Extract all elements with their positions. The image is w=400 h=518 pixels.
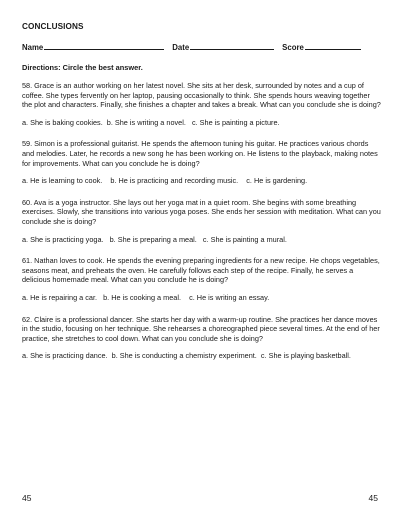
- answer-options[interactable]: a. He is learning to cook. b. He is practicing and recording music. c. He is gardening.: [22, 176, 308, 186]
- answer-options[interactable]: a. She is practicing yoga. b. She is preparing a meal. c. She is painting a mural.: [22, 234, 287, 244]
- score-blank[interactable]: [305, 42, 361, 50]
- question-59: [22, 139, 382, 185]
- worksheet-page: [22, 22, 382, 373]
- date-blank[interactable]: [190, 42, 274, 50]
- question-62: [22, 315, 382, 361]
- answer-options[interactable]: a. She is baking cookies. b. She is writing a novel. c. She is painting a picture.: [22, 117, 280, 127]
- question-61: [22, 256, 382, 302]
- name-blank[interactable]: [44, 42, 164, 50]
- question-text: 59. Simon is a professional guitarist. He spends the afternoon tuning his guitar. He practices various chords and melodies. Later, he records a new song he has been working on. He listens to the playback, making notes for improvements. What can you conclude he is doing?: [22, 139, 378, 168]
- date-label: Date: [172, 43, 190, 52]
- directions: Directions: Circle the best answer.: [22, 63, 143, 72]
- question-text: 58. Grace is an author working on her latest novel. She sits at her desk, surrounded by notes and a cup of coffee. She types fervently on her laptop, pausing occasionally to think. She spends hours weaving together the plot and characters. Finally, she finishes a chapter and takes a break. What can you conclude she is doing?: [22, 81, 381, 110]
- question-text: 60. Ava is a yoga instructor. She lays out her yoga mat in a quiet room. She begins with some breathing exercises. Slowly, she transitions into various yoga poses. She ends her session with meditation. What can you conclude she is doing?: [22, 197, 381, 226]
- answer-options[interactable]: a. He is repairing a car. b. He is cooking a meal. c. He is writing an essay.: [22, 292, 270, 302]
- answer-options[interactable]: a. She is practicing dance. b. She is conducting a chemistry experiment. c. She is playing basketball.: [22, 351, 351, 361]
- page-number-left: 45: [22, 493, 32, 503]
- score-label: Score: [282, 43, 304, 52]
- name-label: Name: [22, 43, 44, 52]
- student-info-header: [22, 42, 382, 52]
- question-60: [22, 198, 382, 244]
- page-number-right: 45: [368, 493, 378, 503]
- question-58: [22, 81, 382, 127]
- question-text: 62. Claire is a professional dancer. She starts her day with a warm-up routine. She practices her dance moves in the studio, focusing on her technique. She rehearses a choreographed piece several times. At the end of her practice, she stretches to cool down. What can you conclude she is doing?: [22, 314, 380, 343]
- question-text: 61. Nathan loves to cook. He spends the evening preparing ingredients for a new recipe. He chops vegetables, seasons meat, and preheats the oven. He carefully follows each step of the recipe. Finally, he serves a delicious homemade meal. What can you conclude he is doing?: [22, 256, 380, 285]
- page-title: CONCLUSIONS: [22, 22, 84, 31]
